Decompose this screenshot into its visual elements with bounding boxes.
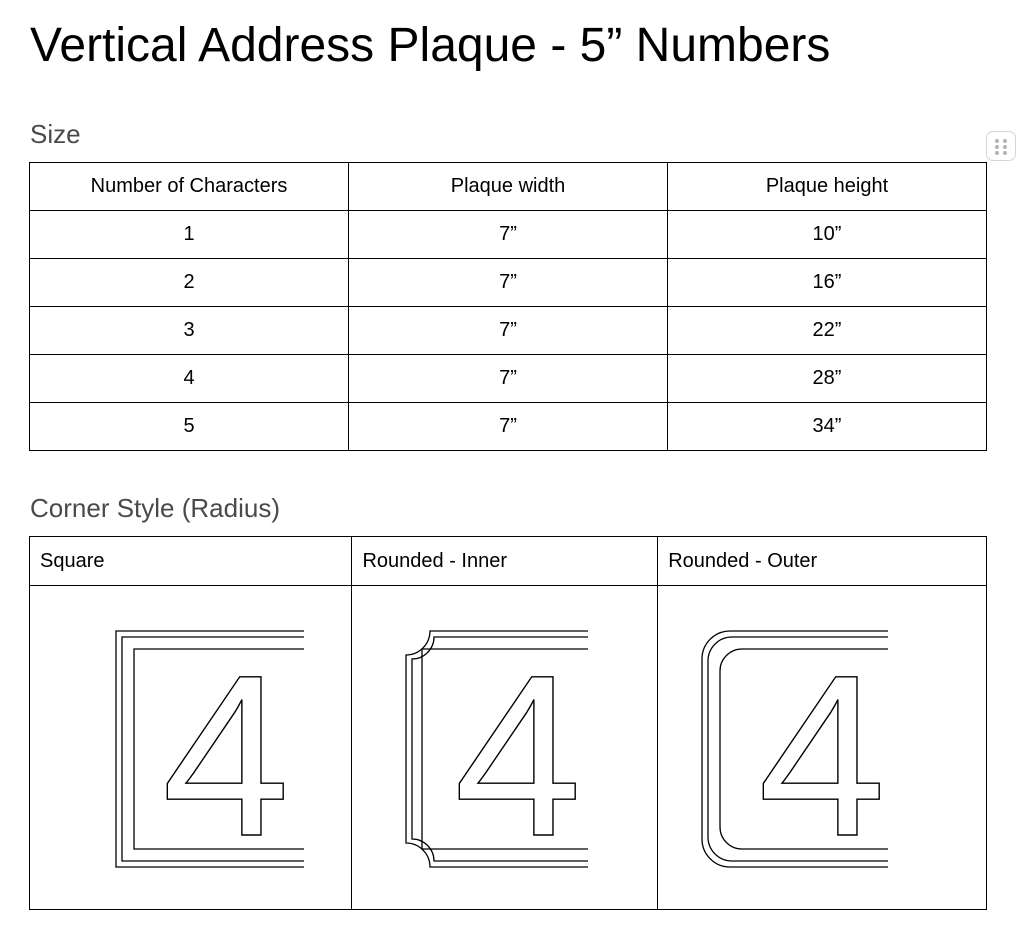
table-cell: 3 [30, 307, 349, 355]
table-header-row [30, 537, 987, 586]
table-row [30, 355, 987, 403]
size-table [29, 162, 987, 451]
table-cell: 4 [30, 355, 349, 403]
table-row [30, 211, 987, 259]
page-title: Vertical Address Plaque - 5” Numbers [30, 19, 831, 72]
column-header: Square [30, 537, 352, 586]
column-header: Number of Characters [30, 163, 349, 211]
drag-handle-icon[interactable] [986, 131, 1016, 161]
column-header: Plaque width [349, 163, 668, 211]
table-cell: 34” [668, 403, 987, 451]
table-row [30, 586, 987, 910]
square-corner-cell [30, 586, 352, 910]
table-cell: 2 [30, 259, 349, 307]
table-cell: 28” [668, 355, 987, 403]
table-cell: 7” [349, 211, 668, 259]
digit-glyph: 4 [454, 626, 583, 873]
table-cell: 5 [30, 403, 349, 451]
table-row [30, 307, 987, 355]
rounded-inner-corner-illustration [398, 623, 598, 873]
column-header: Rounded - Outer [658, 537, 987, 586]
rounded-inner-corner-cell [352, 586, 658, 910]
corner-style-table [29, 536, 987, 910]
table-cell: 22” [668, 307, 987, 355]
corner-style-heading: Corner Style (Radius) [30, 493, 280, 523]
square-corner-illustration [114, 623, 314, 873]
rounded-outer-corner-illustration [698, 623, 898, 873]
column-header: Plaque height [668, 163, 987, 211]
digit-glyph: 4 [758, 626, 887, 873]
table-cell: 7” [349, 307, 668, 355]
table-cell: 1 [30, 211, 349, 259]
table-cell: 16” [668, 259, 987, 307]
table-row [30, 403, 987, 451]
digit-glyph: 4 [162, 626, 290, 873]
table-row [30, 259, 987, 307]
table-cell: 7” [349, 259, 668, 307]
table-cell: 10” [668, 211, 987, 259]
rounded-outer-corner-cell [658, 586, 987, 910]
size-heading: Size [30, 119, 81, 149]
table-header-row [30, 163, 987, 211]
table-cell: 7” [349, 403, 668, 451]
table-cell: 7” [349, 355, 668, 403]
column-header: Rounded - Inner [352, 537, 658, 586]
